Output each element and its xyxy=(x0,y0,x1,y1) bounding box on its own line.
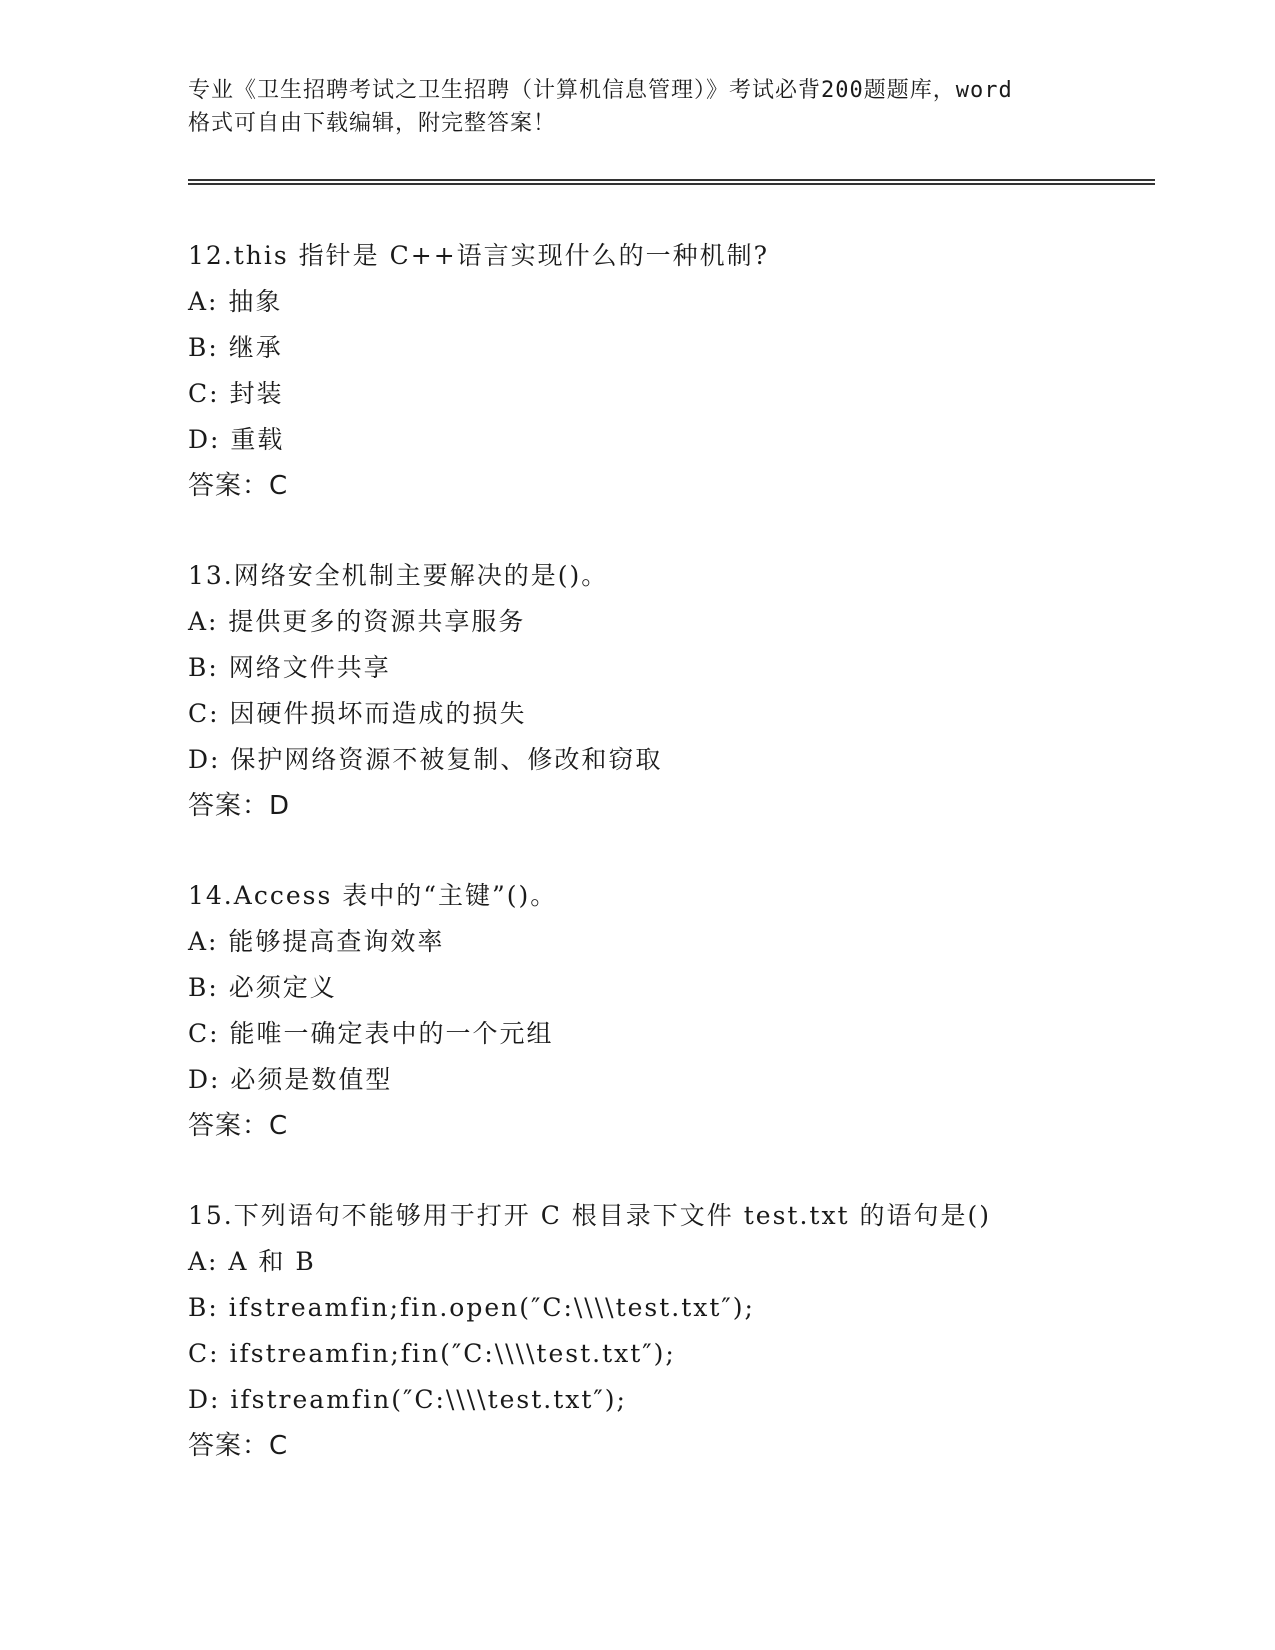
option-d: D: 必须是数值型 xyxy=(188,1065,393,1094)
option-a: A: 提供更多的资源共享服务 xyxy=(188,607,526,636)
option-b: B: ifstreamfin;fin.open(″C:\\\\test.txt″); xyxy=(188,1293,755,1322)
option-a: A: 能够提高查询效率 xyxy=(188,927,445,956)
header-divider-bottom xyxy=(188,183,1155,185)
option-b: B: 继承 xyxy=(188,333,283,362)
option-c: C: ifstreamfin;fin(″C:\\\\test.txt″); xyxy=(188,1339,676,1368)
header-divider-top xyxy=(188,179,1155,181)
option-c: C: 因硬件损坏而造成的损失 xyxy=(188,699,527,728)
option-b: B: 网络文件共享 xyxy=(188,653,391,682)
answer: 答案：D xyxy=(188,791,291,821)
question-stem: 15.下列语句不能够用于打开 C 根目录下文件 test.txt 的语句是() xyxy=(188,1201,992,1230)
question-15 xyxy=(188,1193,1188,1469)
header-line-2: 格式可自由下载编辑，附完整答案！ xyxy=(188,111,557,136)
header-line-1: 专业《卫生招聘考试之卫生招聘（计算机信息管理）》考试必背200题题库，word xyxy=(188,78,1013,103)
answer: 答案：C xyxy=(188,1111,289,1141)
option-a: A: A 和 B xyxy=(188,1247,316,1276)
question-stem: 13.网络安全机制主要解决的是()。 xyxy=(188,561,609,590)
option-c: C: 封装 xyxy=(188,379,284,408)
document-header xyxy=(188,74,1108,140)
option-d: D: 重载 xyxy=(188,425,285,454)
option-d: D: 保护网络资源不被复制、修改和窃取 xyxy=(188,745,663,774)
option-a: A: 抽象 xyxy=(188,287,283,316)
answer: 答案：C xyxy=(188,1431,289,1461)
option-b: B: 必须定义 xyxy=(188,973,337,1002)
option-d: D: ifstreamfin(″C:\\\\test.txt″); xyxy=(188,1385,627,1414)
question-stem: 12.this 指针是 C++语言实现什么的一种机制? xyxy=(188,241,770,270)
question-stem: 14.Access 表中的“主键”()。 xyxy=(188,881,558,910)
question-12 xyxy=(188,233,1188,509)
answer: 答案：C xyxy=(188,471,289,501)
option-c: C: 能唯一确定表中的一个元组 xyxy=(188,1019,554,1048)
question-13 xyxy=(188,553,1188,829)
question-14 xyxy=(188,873,1188,1149)
